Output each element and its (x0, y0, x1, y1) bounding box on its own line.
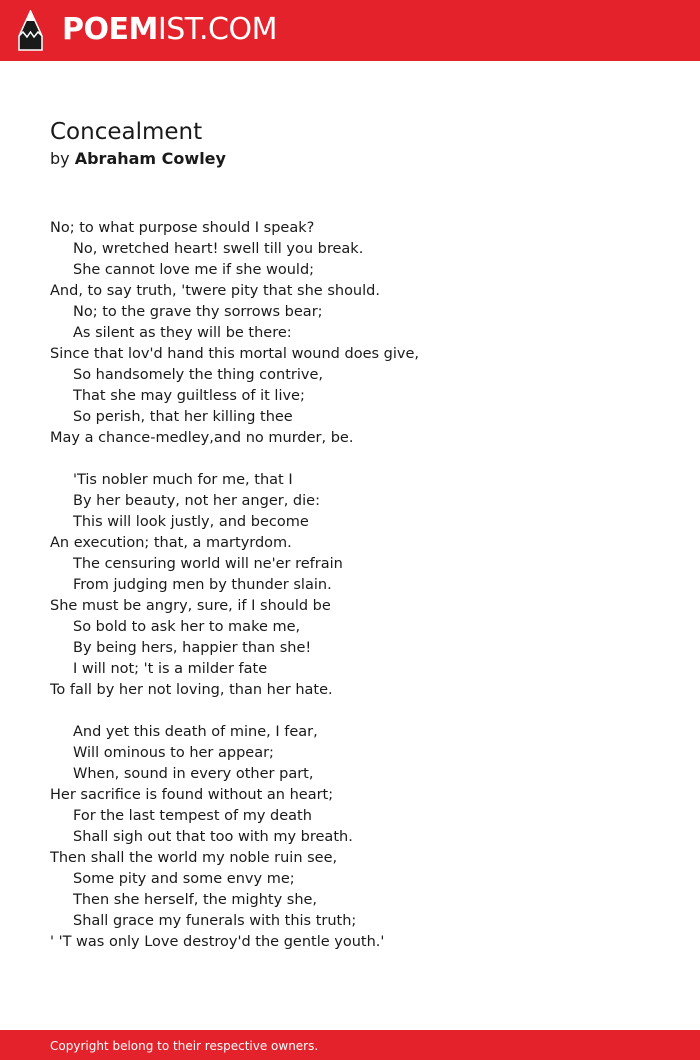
poem-line: Some pity and some envy me; (73, 871, 295, 887)
poem-line: And yet this death of mine, I fear, (73, 724, 318, 740)
poem-line: So handsomely the thing contrive, (73, 367, 323, 383)
poem-line: No, wretched heart! swell till you break. (73, 241, 364, 257)
poem-line: Shall grace my funerals with this truth; (73, 913, 357, 929)
poem-line: From judging men by thunder slain. (73, 577, 332, 593)
poem-line: That she may guiltless of it live; (73, 388, 305, 404)
poem-line: This will look justly, and become (73, 514, 309, 530)
poem-line: 'Tis nobler much for me, that I (73, 472, 293, 488)
poem-line: Then she herself, the mighty she, (73, 892, 318, 908)
poem-body (50, 218, 419, 953)
poem-line: An execution; that, a martyrdom. (50, 535, 292, 551)
poem-line: No; to the grave thy sorrows bear; (73, 304, 323, 320)
poem-line: ' 'T was only Love destroy'd the gentle youth.' (50, 934, 385, 950)
poem-line: Her sacrifice is found without an heart; (50, 787, 334, 803)
poem-line: As silent as they will be there: (73, 325, 292, 341)
poem-line: So bold to ask her to make me, (73, 619, 301, 635)
poem-line: I will not; 't is a milder fate (73, 661, 268, 677)
poem-line: When, sound in every other part, (73, 766, 314, 782)
poem-line: May a chance-medley,and no murder, be. (50, 430, 354, 446)
poem-line: So perish, that her killing thee (73, 409, 293, 425)
author-name: Abraham Cowley (74, 149, 226, 168)
poem-line: For the last tempest of my death (73, 808, 312, 824)
byline-prefix: by (50, 149, 70, 168)
byline (50, 149, 226, 169)
poem-line: She cannot love me if she would; (73, 262, 315, 278)
poem-line: The censuring world will ne'er refrain (73, 556, 343, 572)
poem-line: To fall by her not loving, than her hate. (50, 682, 333, 698)
poem-line: Then shall the world my noble ruin see, (50, 850, 338, 866)
site-logo[interactable] (62, 13, 277, 47)
poem-line: And, to say truth, 'twere pity that she should. (50, 283, 380, 299)
poem-line: Shall sigh out that too with my breath. (73, 829, 353, 845)
poem-line: Since that lov'd hand this mortal wound does give, (50, 346, 419, 362)
poem-line: By her beauty, not her anger, die: (73, 493, 320, 509)
poem-line: By being hers, happier than she! (73, 640, 312, 656)
poem-line: Will ominous to her appear; (73, 745, 274, 761)
pencil-tip-icon[interactable] (18, 10, 43, 51)
poem-line: She must be angry, sure, if I should be (50, 598, 331, 614)
poem-title: Concealment (50, 119, 203, 145)
copyright-notice: Copyright belong to their respective owners. (50, 1039, 319, 1053)
stanza-break (50, 449, 419, 470)
site-footer (0, 1030, 700, 1060)
logo-light-text: IST.COM (157, 12, 277, 47)
stanza-break (50, 701, 419, 722)
site-header (0, 0, 700, 61)
poem-line: No; to what purpose should I speak? (50, 220, 315, 236)
logo-bold-text: POEM (62, 12, 158, 47)
